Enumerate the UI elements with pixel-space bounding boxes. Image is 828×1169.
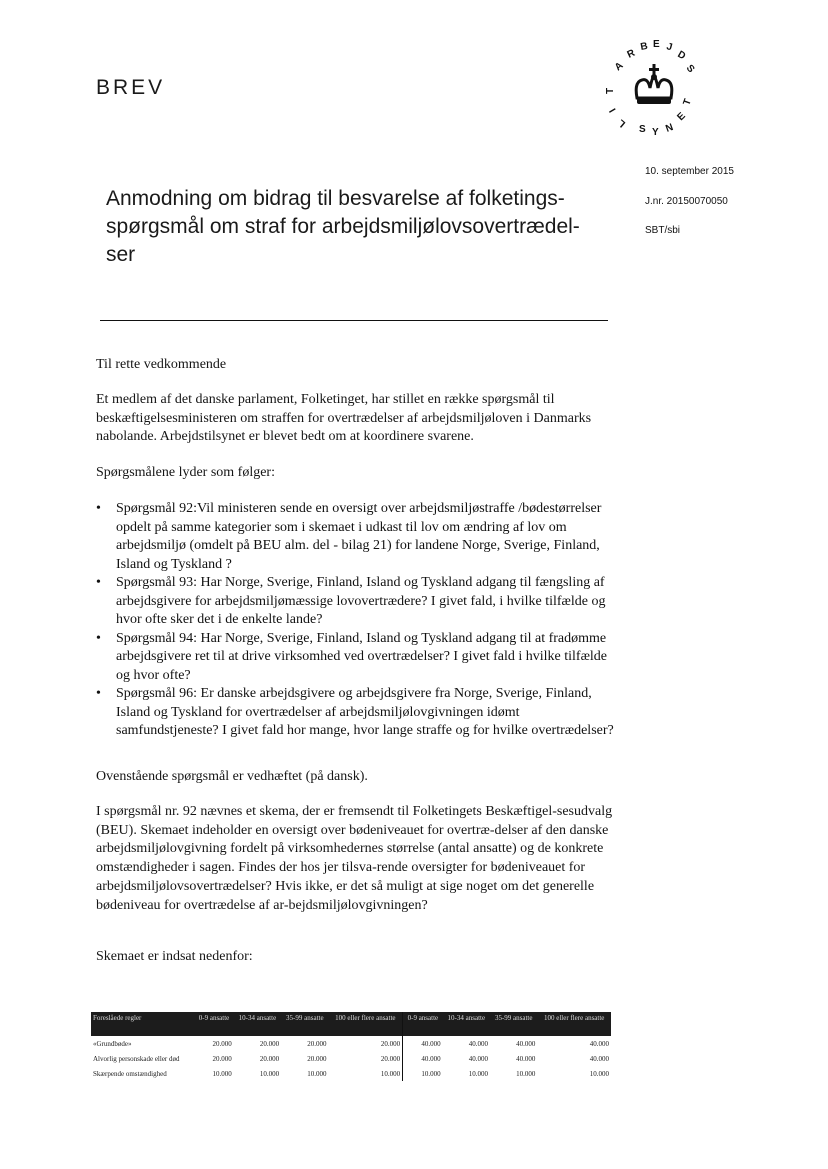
table-cell: 10.000 — [589, 1069, 609, 1078]
column-header: Foreslåede regler — [91, 1012, 194, 1036]
table-cell: 20.000 — [212, 1039, 232, 1048]
question-text: Spørgsmål 94: Har Norge, Sverige, Finland, Island og Tyskland adgang til at fradømme arbejdsgivere ret til at drive virksomhed ved overtrædelser? I givet fald i hvilke tilfælde og hvor ofte? — [116, 630, 608, 683]
column-header: 0-9 ansatte — [403, 1012, 443, 1036]
bullet-icon: • — [96, 630, 101, 646]
attached-note: Ovenstående spørgsmål er vedhæftet (på dansk). — [96, 769, 368, 784]
questions-header: Spørgsmålene lyder som følger: — [96, 465, 275, 480]
table-cell: 40.000 — [589, 1054, 609, 1063]
table-row — [91, 1066, 611, 1081]
svg-text:D: D — [675, 49, 688, 63]
row-label: Skærpende omstændighed — [93, 1069, 167, 1078]
schema-paragraph: I spørgsmål nr. 92 nævnes et skema, der er fremsendt til Folketingets Beskæftigel-sesudvalg (BEU). Skemaet indeholder en oversigt over bødeniveauet for overtræ-delser af den danske arbejdsmiljølovgivning fordelt på virksomhedernes størrelse (antal ansatte) og de konkrete omstændigheder i sagen. Findes der hos jer tilsva-rende oversigter for bødeniveauet for arbejdsmiljølovsovertrædelser? Hvis ikke, er det så muligt at sige noget om det generelle bødeniveau for overtrædelse af ar-bejdsmiljølovgivningen? — [96, 804, 613, 913]
svg-text:N: N — [664, 122, 675, 135]
svg-text:E: E — [675, 110, 688, 124]
sender-initials: SBT/sbi — [645, 225, 681, 236]
document-type-label: BREV — [96, 76, 166, 99]
svg-text:E: E — [653, 39, 660, 50]
table-row — [91, 1036, 611, 1051]
list-item — [96, 685, 616, 741]
crown-icon — [636, 64, 672, 104]
table-cell: 20.000 — [329, 1051, 403, 1066]
questions-list — [96, 500, 616, 741]
table-cell: 20.000 — [259, 1039, 280, 1048]
list-item — [96, 500, 616, 574]
table-cell: 40.000 — [468, 1054, 488, 1063]
table-cell: 10.000 — [329, 1066, 403, 1081]
table-cell: 40.000 — [516, 1054, 536, 1063]
table-cell: 10.000 — [212, 1069, 232, 1078]
question-text: Spørgsmål 96: Er danske arbejdsgivere og arbejdsgivere fra Norge, Sverige, Finland, Island og Tyskland for overtrædelser af arbejdsmiljølovgivningen idømt samfundstjeneste? I givet fald hor mange, hvor lange straffe og for hvilke overtrædelser? — [116, 686, 614, 738]
column-header: 100 eller flere ansatte — [329, 1012, 403, 1036]
table-cell: 40.000 — [421, 1054, 441, 1063]
column-header: 35-99 ansatte — [281, 1012, 328, 1036]
svg-text:I: I — [607, 106, 619, 114]
table-cell: 10.000 — [421, 1069, 441, 1078]
table-cell: 20.000 — [259, 1054, 280, 1063]
letter-date: 10. september 2015 — [645, 166, 734, 177]
question-text: Spørgsmål 93: Har Norge, Sverige, Finland, Island og Tyskland adgang til fængsling af arbejdsgivere for arbejdsmiljømæssige lovovertrædere? I givet fald, i hvilke tilfælde og hvor ofte sker det i de enkelte lande? — [116, 575, 606, 627]
column-header: 100 eller flere ansatte — [537, 1012, 611, 1036]
svg-text:T: T — [605, 87, 616, 94]
column-header: 10-34 ansatte — [443, 1012, 490, 1036]
table-cell: 10.000 — [259, 1069, 280, 1078]
schema-intro: Skemaet er indsat nedenfor: — [96, 949, 253, 964]
table-cell: 20.000 — [307, 1039, 327, 1048]
svg-text:T: T — [681, 97, 694, 108]
fine-schema-table — [91, 1012, 611, 1081]
table-cell: 10.000 — [468, 1069, 488, 1078]
svg-text:S: S — [639, 124, 646, 135]
svg-text:L: L — [616, 116, 628, 130]
greeting: Til rette vedkommende — [96, 357, 227, 372]
svg-text:J: J — [665, 41, 674, 54]
bullet-icon: • — [96, 575, 101, 590]
table-header-row — [91, 1012, 611, 1036]
list-item — [96, 574, 616, 630]
list-item — [96, 630, 616, 686]
column-header: 10-34 ansatte — [234, 1012, 281, 1036]
table-cell: 20.000 — [329, 1036, 403, 1051]
table-cell: 10.000 — [516, 1069, 536, 1078]
table-cell: 40.000 — [589, 1039, 609, 1048]
table-cell: 10.000 — [307, 1069, 327, 1078]
svg-text:S: S — [683, 62, 697, 76]
table-cell: 40.000 — [516, 1039, 536, 1048]
row-label: Alvorlig personskade eller død — [93, 1054, 180, 1063]
row-label: «Grundbøde» — [93, 1039, 132, 1048]
svg-text:R: R — [625, 47, 637, 61]
table-row — [91, 1051, 611, 1066]
table-cell: 40.000 — [468, 1039, 488, 1048]
journal-number: J.nr. 20150070050 — [645, 196, 728, 207]
letter-title: Anmodning om bidrag til besvarelse af folketings-spørgsmål om straf for arbejdsmiljølovsovertrædel-ser — [106, 187, 580, 266]
table-cell: 20.000 — [307, 1054, 327, 1063]
table-cell: 20.000 — [212, 1054, 232, 1063]
svg-text:Y: Y — [652, 127, 659, 138]
bullet-icon: • — [96, 501, 101, 516]
question-text: Spørgsmål 92:Vil ministeren sende en oversigt over arbejdsmiljøstraffe /bødestørrelser opdelt på samme kategorier som i skemaet i udkast til lov om ændring af lov om arbejdsmiljø (omdelt på BEU alm. del - bilag 21) for landene Norge, Sverige, Finland, Island og Tyskland ? — [116, 501, 602, 572]
arbejdstilsynet-crown-logo — [594, 28, 714, 148]
svg-text:B: B — [639, 40, 649, 53]
bullet-icon: • — [96, 686, 101, 701]
intro-paragraph: Et medlem af det danske parlament, Folketinget, har stillet en række spørgsmål til beskæftigelsesministeren om straffen for overtrædelser af arbejdsmiljøloven i Danmarks nabolande. Arbejdstilsynet er blevet bedt om at koordinere svarene. — [96, 392, 592, 445]
column-header: 35-99 ansatte — [490, 1012, 537, 1036]
title-divider — [100, 320, 608, 321]
column-header: 0-9 ansatte — [194, 1012, 233, 1036]
svg-text:A: A — [612, 60, 626, 74]
table-cell: 40.000 — [421, 1039, 441, 1048]
